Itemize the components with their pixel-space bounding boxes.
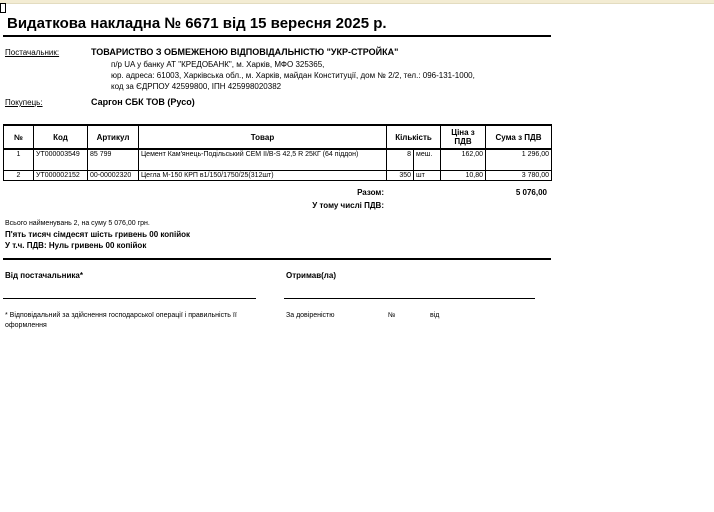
row-article: 85 799 [88,149,139,171]
row-article: 00-00002320 [88,171,139,181]
summary-divider [3,258,551,260]
responsibility-note: * Відповідальний за здійснення господарської операції і правильність її оформлення [5,312,237,329]
proxy-label: За довіреністю [286,312,335,319]
items-table [3,124,552,181]
supplier-bank: п/р UA у банку АТ "КРЕДОБАНК", м. Харків, МФО 325365, [111,60,325,69]
receiver-signature-line [284,298,535,299]
from-supplier-label: Від постачальника* [5,271,83,280]
row-price: 162,00 [441,149,486,171]
supplier-signature-line [3,298,256,299]
header-code: Код [34,125,88,149]
corner-marker [0,3,6,13]
table-row [4,171,552,181]
row-code: УТ000003549 [34,149,88,171]
title-divider [3,35,551,37]
top-bar [0,0,714,4]
table-header-row [4,125,552,149]
document-title: Видаткова накладна № 6671 від 15 вересня 2025 р. [7,15,387,32]
header-article: Артикул [88,125,139,149]
proxy-date-label: від [430,312,440,319]
vat-label: У тому числі ПДВ: [312,201,384,210]
row-price: 10,80 [441,171,486,181]
supplier-label: Постачальник: [5,48,60,57]
header-sum: Сума з ПДВ [486,125,552,149]
buyer-label: Покупець: [5,98,43,107]
supplier-name: ТОВАРИСТВО З ОБМЕЖЕНОЮ ВІДПОВІДАЛЬНІСТЮ "УКР-СТРОЙКА" [91,47,399,57]
total-label: Разом: [357,188,384,197]
header-product: Товар [139,125,387,149]
row-unit: меш. [414,149,441,171]
row-sum: 1 296,00 [486,149,552,171]
row-num: 2 [4,171,34,181]
supplier-address: юр. адреса: 61003, Харківська обл., м. Харків, майдан Конституції, дом № 2/2, тел.: 096-131-1000, [111,71,475,80]
row-unit: шт [414,171,441,181]
items-count-line: Всього найменувань 2, на суму 5 076,00 грн. [5,220,150,227]
row-qty: 350 [387,171,414,181]
row-product: Цегла М-150 КРП в1/150/1750/25(312шт) [139,171,387,181]
row-sum: 3 780,00 [486,171,552,181]
total-value: 5 076,00 [515,188,547,197]
row-num: 1 [4,149,34,171]
header-qty: Кількість [387,125,441,149]
row-product: Цемент Кам'янець-Подільський CEM II/B-S 42,5 R 25КГ (64 піддон) [139,149,387,171]
buyer-name: Саргон СБК ТОВ (Русо) [91,97,195,107]
header-price: Ціна з ПДВ [441,125,486,149]
received-label: Отримав(ла) [286,271,336,280]
amount-in-words: П'ять тисяч сімдесят шість гривень 00 копійок [5,230,191,239]
table-row [4,149,552,171]
row-qty: 8 [387,149,414,171]
header-num: № [4,125,34,149]
supplier-codes: код за ЄДРПОУ 42599800, ІПН 425998020382 [111,82,282,91]
vat-in-words: У т.ч. ПДВ: Нуль гривень 00 копійок [5,241,147,250]
proxy-number-label: № [388,312,396,319]
row-code: УТ000002152 [34,171,88,181]
